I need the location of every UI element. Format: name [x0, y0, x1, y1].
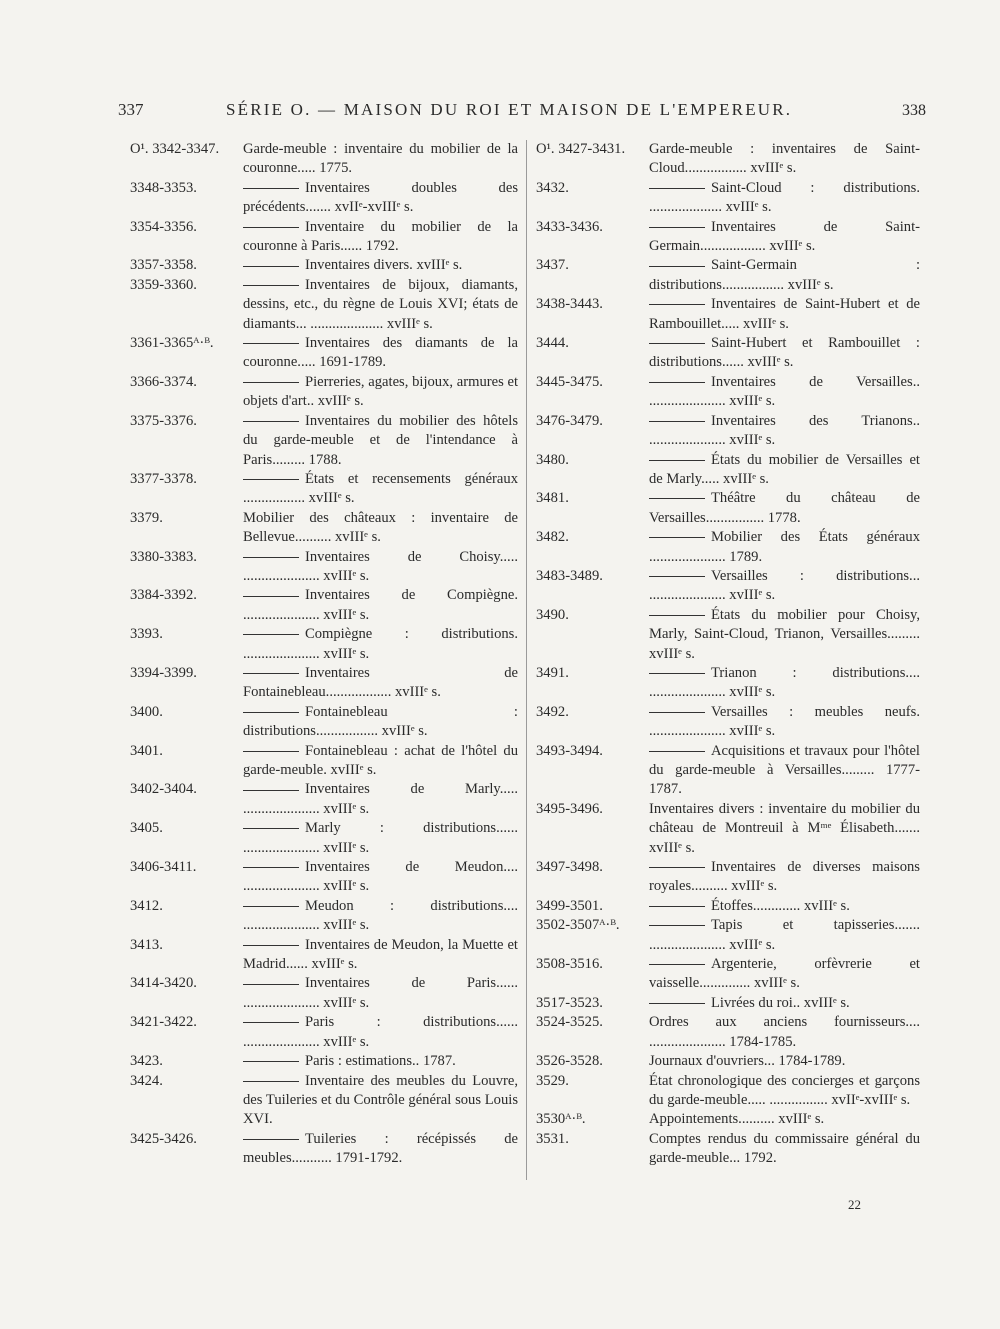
inventory-entry — [130, 625, 518, 664]
ditto-dash — [649, 925, 705, 926]
right-page-number: 338 — [902, 102, 926, 119]
inventory-entry — [130, 858, 518, 897]
ditto-dash — [649, 304, 705, 305]
inventory-entry — [536, 1072, 920, 1111]
ditto-dash — [649, 421, 705, 422]
inventory-entry — [130, 703, 518, 742]
entry-number: 3529. — [536, 1072, 569, 1089]
entry-number: 3414-3420. — [130, 975, 197, 992]
entry-text: Trianon : distributions.... ..................... xvIIIᵉ s. — [649, 664, 920, 701]
entry-text: Inventaires de Marly..... ..................... xvIIIᵉ s. — [243, 781, 518, 817]
inventory-entry — [130, 1013, 518, 1052]
inventory-entry — [130, 276, 518, 334]
entry-text: Fontainebleau : achat de l'hôtel du garde-meuble. xvIIIᵉ s. — [243, 742, 518, 778]
ditto-dash — [649, 266, 705, 267]
entry-number: 3493-3494. — [536, 742, 603, 759]
entry-text: Mobilier des États généraux ..................... 1789. — [649, 529, 920, 565]
right-column — [536, 140, 920, 1169]
entry-text: États du mobilier de Versailles et de Marly..... xvIIIᵉ s. — [649, 451, 920, 487]
ditto-dash — [649, 188, 705, 189]
inventory-entry — [536, 800, 920, 858]
left-column — [130, 140, 518, 1169]
ditto-dash — [243, 1061, 299, 1062]
entry-number: 3499-3501. — [536, 897, 603, 914]
ditto-dash — [243, 479, 299, 480]
ditto-dash — [649, 712, 705, 713]
ditto-dash — [243, 266, 299, 267]
entry-text: Théâtre du château de Versailles................ 1778. — [649, 490, 920, 526]
entry-text: Saint-Cloud : distributions. .................... xvIIIᵉ s. — [649, 179, 920, 216]
ditto-dash — [243, 828, 299, 829]
inventory-entry — [130, 256, 518, 275]
entry-number: 3359-3360. — [130, 276, 197, 293]
entry-text: Argenterie, orfèvrerie et vaisselle.............. xvIIIᵉ s. — [649, 956, 920, 992]
entry-text: Inventaires du mobilier des hôtels du garde-meuble et de l'intendance à Paris......... 1788. — [243, 412, 518, 468]
ditto-dash — [243, 421, 299, 422]
inventory-entry — [536, 1052, 920, 1071]
ditto-dash — [243, 1139, 299, 1140]
entry-number: 3438-3443. — [536, 296, 603, 313]
inventory-entry — [130, 974, 518, 1013]
entry-text: Livrées du roi.. xvIIIᵉ s. — [711, 994, 850, 1011]
inventory-entry — [130, 664, 518, 703]
entry-text: Inventaires de Fontainebleau.................. xvIIIᵉ s. — [243, 664, 518, 701]
ditto-dash — [649, 615, 705, 616]
inventory-entry — [130, 742, 518, 781]
entry-number: O¹. 3427-3431. — [536, 141, 626, 157]
entry-number: 3421-3422. — [130, 1014, 197, 1031]
signature-mark: 22 — [848, 1197, 861, 1212]
inventory-entry — [130, 509, 518, 548]
inventory-entry — [536, 916, 920, 955]
ditto-dash — [649, 576, 705, 577]
inventory-entry — [536, 606, 920, 664]
entry-number: 3400. — [130, 703, 163, 720]
inventory-entry — [536, 858, 920, 897]
entry-text: Pierreries, agates, bijoux, armures et objets d'art.. xvIIIᵉ s. — [243, 373, 518, 410]
ditto-dash — [243, 596, 299, 597]
entry-text: États du mobilier pour Choisy, Marly, Saint-Cloud, Trianon, Versailles......... xvIIIᵉ s. — [649, 606, 920, 662]
ditto-dash — [243, 673, 299, 674]
inventory-entry — [536, 1130, 920, 1169]
inventory-entry — [536, 295, 920, 334]
ditto-dash — [649, 673, 705, 674]
entry-text: Inventaires de Saint-Germain.................. xvIIIᵉ s. — [649, 218, 920, 255]
inventory-entry — [130, 780, 518, 819]
entry-text: Appointements.......... xvIIIᵉ s. — [649, 1111, 825, 1128]
entry-text: Meudon : distributions.... ..................... xvIIIᵉ s. — [243, 897, 518, 934]
ditto-dash — [243, 984, 299, 985]
inventory-entry — [130, 373, 518, 412]
entry-number: 3377-3378. — [130, 470, 197, 487]
entry-number: 3480. — [536, 451, 569, 468]
ditto-dash — [649, 343, 705, 344]
ditto-dash — [243, 751, 299, 752]
inventory-entry — [130, 819, 518, 858]
entry-number: 3476-3479. — [536, 412, 603, 429]
ditto-dash — [243, 634, 299, 635]
entry-text: Inventaires de Meudon.... ..................... xvIIIᵉ s. — [243, 859, 518, 895]
entry-number: 3402-3404. — [130, 781, 197, 798]
ditto-dash — [649, 867, 705, 868]
entry-text: Inventaires de Paris...... ..................... xvIIIᵉ s. — [243, 975, 518, 1011]
inventory-entry — [536, 334, 920, 373]
entry-text: Inventaires de Compiègne. ..................... xvIIIᵉ s. — [243, 587, 518, 623]
entry-text: Mobilier des châteaux : inventaire de Bellevue.......... xvIIIᵉ s. — [243, 509, 518, 546]
entry-text: Inventaires de diverses maisons royales.......... xvIIIᵉ s. — [649, 859, 920, 895]
ditto-dash — [243, 227, 299, 228]
ditto-dash — [243, 188, 299, 189]
entry-number: 3406-3411. — [130, 859, 197, 876]
inventory-entry — [536, 373, 920, 412]
inventory-entry — [536, 742, 920, 800]
entry-text: Saint-Hubert et Rambouillet : distributions...... xvIIIᵉ s. — [649, 335, 920, 371]
entry-text: Fontainebleau : distributions................. xvIIIᵉ s. — [243, 703, 518, 740]
entry-number: 3384-3392. — [130, 587, 197, 604]
entry-number: 3412. — [130, 897, 163, 914]
entry-text: Inventaires de bijoux, diamants, dessins, etc., du règne de Louis XVI; états de diamants... .................... xvIIIᵉ s. — [243, 276, 518, 332]
entry-number: 3424. — [130, 1072, 163, 1089]
entry-text: État chronologique des concierges et garçons du garde-meuble..... ................ xvIIᵉ-xvIIIᵉ s. — [649, 1072, 920, 1108]
entry-text: Inventaires de Choisy..... ..................... xvIIIᵉ s. — [243, 548, 518, 584]
entry-number: 3444. — [536, 335, 569, 352]
entry-number: 3497-3498. — [536, 859, 603, 876]
entry-text: Inventaires des Trianons.. ..................... xvIIIᵉ s. — [649, 412, 920, 449]
entry-text: Versailles : distributions... ..................... xvIIIᵉ s. — [649, 567, 920, 604]
entry-number: 3524-3525. — [536, 1014, 603, 1031]
inventory-entry — [536, 994, 920, 1013]
entry-text: Étoffes............. xvIIIᵉ s. — [711, 897, 850, 914]
running-title: SÉRIE O. — MAISON DU ROI ET MAISON DE L'EMPEREUR. — [226, 100, 793, 119]
inventory-entry — [536, 1013, 920, 1052]
entry-number: 3492. — [536, 703, 569, 720]
entry-number: 3375-3376. — [130, 412, 197, 429]
entry-text: Saint-Germain : distributions................. xvIIIᵉ s. — [649, 257, 920, 293]
entry-number: 3517-3523. — [536, 994, 603, 1011]
ditto-dash — [649, 460, 705, 461]
inventory-entry — [130, 412, 518, 470]
entry-number: 3495-3496. — [536, 800, 603, 817]
entry-number: 3445-3475. — [536, 373, 603, 390]
entry-text: Inventaires de Versailles.. ..................... xvIIIᵉ s. — [649, 373, 920, 410]
inventory-entry — [130, 586, 518, 625]
inventory-entry — [536, 955, 920, 994]
entry-text: Inventaire du mobilier de la couronne à Paris...... 1792. — [243, 218, 518, 255]
ditto-dash — [649, 537, 705, 538]
ditto-dash — [649, 964, 705, 965]
entry-number: 3394-3399. — [130, 664, 197, 681]
inventory-entry — [130, 897, 518, 936]
ditto-dash — [649, 227, 705, 228]
inventory-entry — [536, 703, 920, 742]
entry-number: 3508-3516. — [536, 956, 603, 973]
entry-text: Inventaires divers. xvIIIᵉ s. — [305, 257, 463, 274]
entry-text: Inventaires doubles des précédents....... xvIIᵉ-xvIIIᵉ s. — [243, 179, 518, 216]
ditto-dash — [649, 382, 705, 383]
inventory-entry — [536, 451, 920, 490]
inventory-entry — [536, 897, 920, 916]
entry-text: Journaux d'ouvriers... 1784-1789. — [649, 1053, 846, 1070]
entry-number: 3530ᴬ·ᴮ. — [536, 1111, 586, 1128]
entry-text: Marly : distributions...... ..................... xvIIIᵉ s. — [243, 820, 518, 856]
inventory-entry — [130, 936, 518, 975]
ditto-dash — [243, 867, 299, 868]
ditto-dash — [243, 1022, 299, 1023]
inventory-entry — [130, 140, 518, 179]
ditto-dash — [649, 498, 705, 499]
entry-text: Garde-meuble : inventaire du mobilier de la couronne..... 1775. — [243, 141, 518, 177]
ditto-dash — [243, 382, 299, 383]
entry-text: Tuileries : récépissés de meubles........... 1791-1792. — [243, 1130, 518, 1167]
inventory-entry — [536, 140, 920, 179]
ditto-dash — [649, 1003, 705, 1004]
column-divider — [526, 140, 527, 1180]
entry-text: Acquisitions et travaux pour l'hôtel du garde-meuble à Versailles......... 1777-1787. — [649, 742, 920, 798]
ditto-dash — [243, 285, 299, 286]
ditto-dash — [243, 945, 299, 946]
entry-number: 3380-3383. — [130, 548, 197, 565]
inventory-entry — [536, 412, 920, 451]
inventory-entry — [536, 489, 920, 528]
entry-text: États et recensements généraux ................. xvIIIᵉ s. — [243, 470, 518, 507]
entry-text: Paris : distributions...... ..................... xvIIIᵉ s. — [243, 1014, 518, 1050]
entry-number: 3482. — [536, 529, 569, 546]
entry-number: 3483-3489. — [536, 567, 603, 584]
entry-number: 3433-3436. — [536, 218, 603, 235]
entry-text: Compiègne : distributions. ..................... xvIIIᵉ s. — [243, 626, 518, 662]
entry-text: Garde-meuble : inventaires de Saint-Cloud................. xvIIIᵉ s. — [649, 141, 920, 177]
entry-text: Inventaire des meubles du Louvre, des Tuileries et du Contrôle général sous Louis XVI. — [243, 1072, 518, 1128]
inventory-entry — [130, 1130, 518, 1169]
entry-number: 3437. — [536, 257, 569, 274]
inventory-entry — [130, 548, 518, 587]
entry-text: Inventaires des diamants de la couronne..... 1691-1789. — [243, 335, 518, 371]
entry-number: 3357-3358. — [130, 257, 197, 274]
entry-number: 3405. — [130, 820, 163, 837]
inventory-entry — [536, 528, 920, 567]
inventory-entry — [130, 218, 518, 257]
entry-number: 3425-3426. — [130, 1130, 197, 1147]
entry-text: Comptes rendus du commissaire général du garde-meuble... 1792. — [649, 1130, 920, 1167]
entry-number: 3531. — [536, 1130, 569, 1147]
inventory-entry — [536, 1110, 920, 1129]
entry-number: 3348-3353. — [130, 179, 197, 196]
entry-number: 3393. — [130, 626, 163, 643]
ditto-dash — [243, 790, 299, 791]
inventory-entry — [130, 470, 518, 509]
inventory-entry — [130, 1072, 518, 1130]
entry-text: Inventaires de Saint-Hubert et de Rambouillet..... xvIIIᵉ s. — [649, 296, 920, 332]
entry-text: Versailles : meubles neufs. ..................... xvIIIᵉ s. — [649, 703, 920, 740]
ditto-dash — [243, 343, 299, 344]
entry-number: 3366-3374. — [130, 373, 197, 390]
ditto-dash — [243, 906, 299, 907]
ditto-dash — [649, 751, 705, 752]
entry-number: 3379. — [130, 509, 163, 526]
inventory-entry — [536, 218, 920, 257]
ditto-dash — [649, 906, 705, 907]
entry-number: 3481. — [536, 490, 569, 507]
entry-number: 3491. — [536, 664, 569, 681]
entry-text: Ordres aux anciens fournisseurs.... ..................... 1784-1785. — [649, 1014, 920, 1050]
ditto-dash — [243, 712, 299, 713]
inventory-entry — [536, 256, 920, 295]
entry-text: Inventaires de Meudon, la Muette et Madrid...... xvIIIᵉ s. — [243, 936, 518, 973]
page-header — [118, 100, 926, 130]
entry-number: O¹. 3342-3347. — [130, 141, 220, 157]
inventory-entry — [536, 664, 920, 703]
inventory-entry — [130, 179, 518, 218]
left-page-number: 337 — [118, 100, 144, 119]
entry-text: Inventaires divers : inventaire du mobilier du château de Montreuil à Mᵐᵉ Élisabeth....... xvIIIᵉ s. — [649, 800, 920, 856]
inventory-entry — [130, 1052, 518, 1071]
inventory-entry — [536, 567, 920, 606]
entry-text: Paris : estimations.. 1787. — [305, 1053, 456, 1070]
entry-number: 3502-3507ᴬ·ᴮ. — [536, 917, 620, 934]
entry-number: 3490. — [536, 606, 569, 623]
entry-number: 3413. — [130, 936, 163, 953]
inventory-entry — [536, 179, 920, 218]
entry-number: 3432. — [536, 179, 569, 196]
ditto-dash — [243, 557, 299, 558]
entry-number: 3423. — [130, 1053, 163, 1070]
entry-number: 3401. — [130, 742, 163, 759]
entry-number: 3361-3365ᴬ·ᴮ. — [130, 335, 214, 352]
entry-number: 3354-3356. — [130, 218, 197, 235]
entry-number: 3526-3528. — [536, 1053, 603, 1070]
ditto-dash — [243, 1081, 299, 1082]
entry-text: Tapis et tapisseries....... ..................... xvIIIᵉ s. — [649, 917, 920, 953]
inventory-entry — [130, 334, 518, 373]
